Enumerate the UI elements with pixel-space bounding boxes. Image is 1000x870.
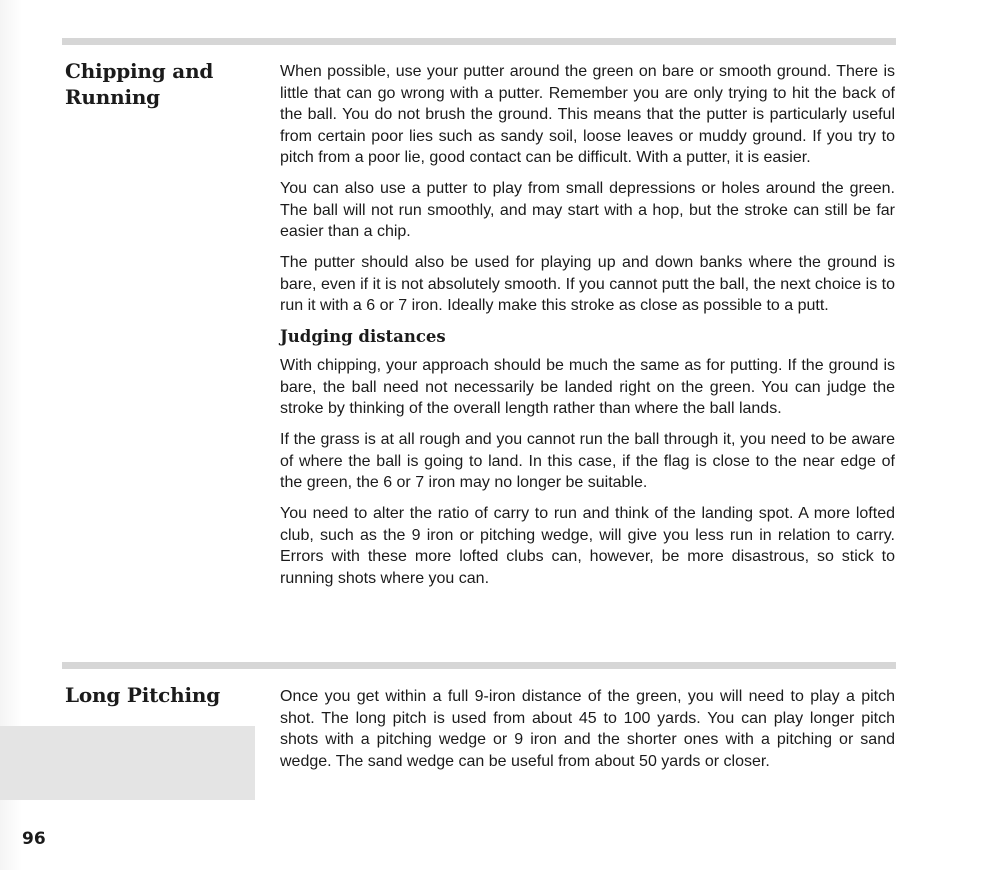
body-paragraph: You need to alter the ratio of carry to run and think of the landing spot. A more lofted club, such as the 9 iron or pitching wedge, will give you less run in relation to carry. Errors with these more lofted clubs can, however, be more disastrous, so stick to running shots where you can.	[280, 505, 895, 587]
long-pitching-body	[280, 686, 895, 782]
body-paragraph: When possible, use your putter around the green on bare or smooth ground. There is little that can go wrong with a putter. Remember you are only trying to hit the back of the ball. You do not brush the ground. This means that the putter is particularly useful from certain poor lies such as sandy soil, loose leaves or muddy ground. If you try to pitch from a poor lie, good contact can be difficult. With a putter, it is easier.	[280, 63, 895, 166]
top-section-rule	[62, 38, 896, 45]
body-paragraph: With chipping, your approach should be much the same as for putting. If the ground is bare, the ball need not necessarily be landed right on the green. You can judge the stroke by thinking of the overall length rather than where the ball lands.	[280, 357, 895, 417]
page-number: 96	[22, 829, 46, 849]
body-paragraph: If the grass is at all rough and you cannot run the ball through it, you need to be aware of where the ball is going to land. In this case, if the flag is close to the near edge of the green, the 6 or 7 iron may no longer be suitable.	[280, 431, 895, 491]
section-title-chipping	[65, 58, 213, 110]
chipping-body	[280, 61, 895, 599]
margin-grey-panel	[0, 726, 255, 800]
section-title-long-pitching: Long Pitching	[65, 683, 221, 707]
middle-section-rule	[62, 662, 896, 669]
body-paragraph: You can also use a putter to play from small depressions or holes around the green. The ball will not run smoothly, and may start with a hop, but the stroke can still be far easier than a chip.	[280, 180, 895, 240]
section-title-line-1: Chipping and	[65, 59, 214, 83]
body-paragraph: Once you get within a full 9-iron distance of the green, you will need to play a pitch shot. The long pitch is used from about 45 to 100 yards. You can play longer pitch shots with a pitching wedge or 9 iron and the shorter ones with a pitching or sand wedge. The sand wedge can be useful from about 50 yards or closer.	[280, 688, 895, 770]
section-title-line-2: Running	[65, 85, 160, 109]
subheading-judging-distances: Judging distances	[280, 327, 446, 346]
body-paragraph: The putter should also be used for playing up and down banks where the ground is bare, even if it is not absolutely smooth. If you cannot putt the ball, the next choice is to run it with a 6 or 7 iron. Ideally make this stroke as close as possible to a putt.	[280, 254, 895, 314]
